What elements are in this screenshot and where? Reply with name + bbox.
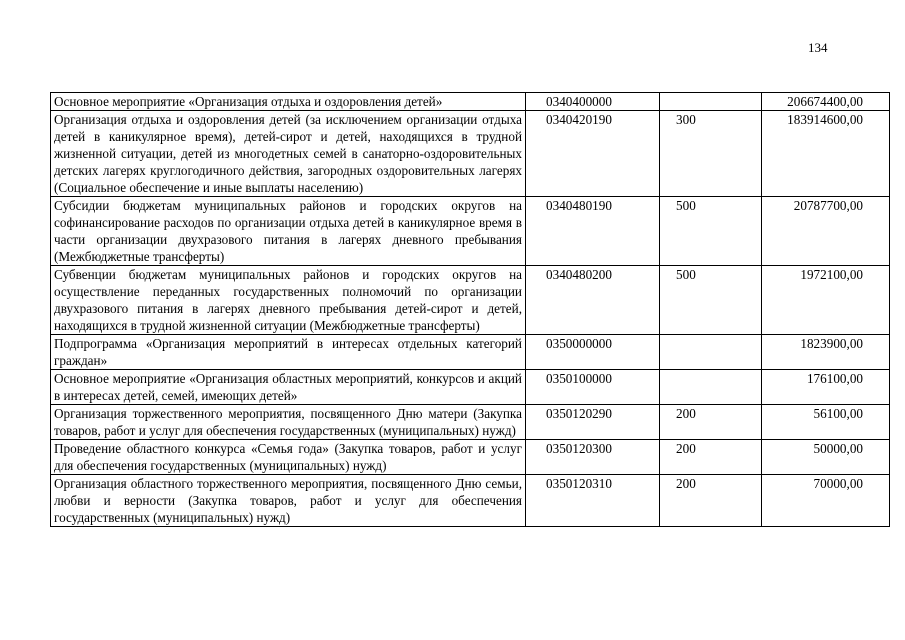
- row-amount: 20787700,00: [762, 197, 890, 266]
- table-row: [51, 335, 890, 370]
- table-row: [51, 475, 890, 527]
- row-amount: 1823900,00: [762, 335, 890, 370]
- row-expense-type: [660, 335, 762, 370]
- row-code: 0350120300: [526, 440, 660, 475]
- row-expense-type: [660, 93, 762, 111]
- row-code: 0340420190: [526, 111, 660, 197]
- table-row: [51, 197, 890, 266]
- row-expense-type: 200: [660, 405, 762, 440]
- row-name: Подпрограмма «Организация мероприятий в интересах отдельных категорий граждан»: [51, 335, 526, 370]
- row-expense-type: [660, 370, 762, 405]
- row-name: Организация торжественного мероприятия, посвященного Дню матери (Закупка товаров, работ и услуг для обеспечения государственных (муниципальных) нужд): [51, 405, 526, 440]
- row-amount: 176100,00: [762, 370, 890, 405]
- row-name: Организация отдыха и оздоровления детей (за исключением организации отдыха детей в каникулярное время), детей-сирот и детей, находящихся в трудной жизненной ситуации, детей из многодетных семей в санаторно-оздоровительных детских лагерях круглогодичного действия, загородных оздоровительных лагерях (Социальное обеспечение и иные выплаты населению): [51, 111, 526, 197]
- row-code: 0350120290: [526, 405, 660, 440]
- row-code: 0340480190: [526, 197, 660, 266]
- row-name: Организация областного торжественного мероприятия, посвященного Дню семьи, любви и верности (Закупка товаров, работ и услуг для обеспечения государственных (муниципальных) нужд): [51, 475, 526, 527]
- row-name: Проведение областного конкурса «Семья года» (Закупка товаров, работ и услуг для обеспечения государственных (муниципальных) нужд): [51, 440, 526, 475]
- row-name: Основное мероприятие «Организация областных мероприятий, конкурсов и акций в интересах детей, семей, имеющих детей»: [51, 370, 526, 405]
- table-row: [51, 370, 890, 405]
- row-amount: 50000,00: [762, 440, 890, 475]
- row-expense-type: 300: [660, 111, 762, 197]
- row-name: Основное мероприятие «Организация отдыха и оздоровления детей»: [51, 93, 526, 111]
- row-name: Субсидии бюджетам муниципальных районов и городских округов на софинансирование расходов по организации отдыха детей в каникулярное время в части организации двухразового питания в лагерях дневного пребывания (Межбюджетные трансферты): [51, 197, 526, 266]
- table-row: [51, 405, 890, 440]
- row-amount: 70000,00: [762, 475, 890, 527]
- row-amount: 206674400,00: [762, 93, 890, 111]
- row-code: 0350100000: [526, 370, 660, 405]
- row-amount: 1972100,00: [762, 266, 890, 335]
- row-code: 0340480200: [526, 266, 660, 335]
- row-expense-type: 500: [660, 266, 762, 335]
- table-row: [51, 266, 890, 335]
- row-expense-type: 200: [660, 440, 762, 475]
- table-row: [51, 93, 890, 111]
- table-row: [51, 440, 890, 475]
- row-expense-type: 500: [660, 197, 762, 266]
- row-name: Субвенции бюджетам муниципальных районов и городских округов на осуществление переданных государственных полномочий по организации двухразового питания в лагерях дневного пребывания детей-сирот и детей, находящихся в трудной жизненной ситуации (Межбюджетные трансферты): [51, 266, 526, 335]
- row-code: 0350000000: [526, 335, 660, 370]
- row-amount: 56100,00: [762, 405, 890, 440]
- row-code: 0340400000: [526, 93, 660, 111]
- budget-table: [50, 92, 890, 527]
- row-expense-type: 200: [660, 475, 762, 527]
- table-row: [51, 111, 890, 197]
- page-number: 134: [808, 40, 828, 55]
- row-amount: 183914600,00: [762, 111, 890, 197]
- row-code: 0350120310: [526, 475, 660, 527]
